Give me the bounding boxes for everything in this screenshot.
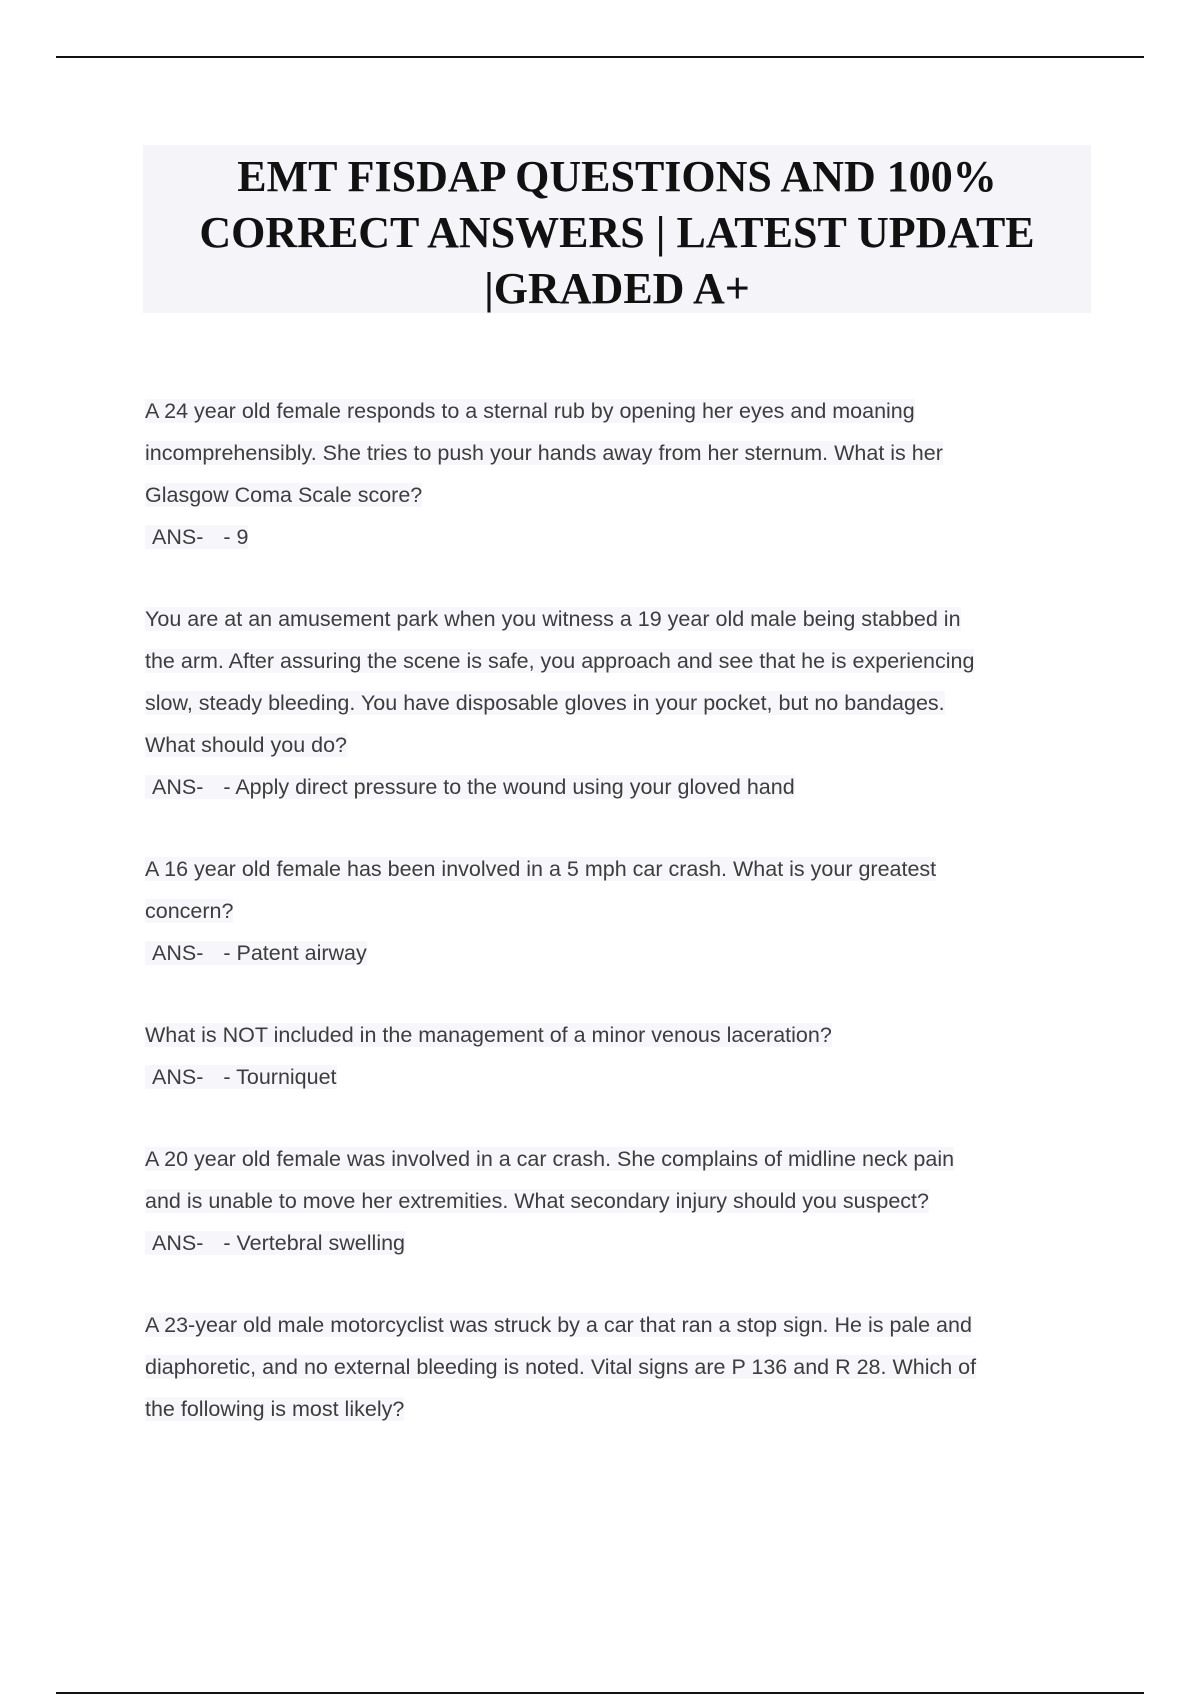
answer-text: - Patent airway: [223, 941, 367, 965]
question-line: the arm. After assuring the scene is safe, you approach and see that he is experiencing: [145, 649, 975, 673]
question: [145, 848, 1085, 932]
question-line: incomprehensibly. She tries to push your hands away from her sternum. What is her: [145, 441, 943, 465]
answer-prefix: ANS-: [145, 525, 223, 549]
question-line: A 20 year old female was involved in a car crash. She complains of midline neck pain: [145, 1147, 955, 1171]
question-line: What is NOT included in the management of a minor venous laceration?: [145, 1023, 832, 1047]
question: [145, 1138, 1085, 1222]
answer: [145, 1222, 1085, 1264]
answer-text: - Tourniquet: [223, 1065, 337, 1089]
question-line: Glasgow Coma Scale score?: [145, 483, 423, 507]
answer-text: - Vertebral swelling: [223, 1231, 406, 1255]
title-line: CORRECT ANSWERS | LATEST UPDATE: [199, 208, 1035, 257]
title-line: |GRADED A+: [484, 264, 750, 313]
answer-prefix: ANS-: [145, 775, 223, 799]
question-line: A 16 year old female has been involved in a 5 mph car crash. What is your greatest: [145, 857, 937, 881]
question-line: A 23-year old male motorcyclist was struck by a car that ran a stop sign. He is pale and: [145, 1313, 972, 1337]
question-line: slow, steady bleeding. You have disposable gloves in your pocket, but no bandages.: [145, 691, 945, 715]
answer-prefix: ANS-: [145, 941, 223, 965]
document-title: [143, 145, 1091, 313]
question-line: and is unable to move her extremities. What secondary injury should you suspect?: [145, 1189, 929, 1213]
question: [145, 1014, 1085, 1056]
answer: [145, 766, 1085, 808]
question: [145, 1304, 1085, 1430]
qa-list: [145, 390, 1085, 1470]
answer-text: - 9: [223, 525, 249, 549]
question-line: What should you do?: [145, 733, 347, 757]
qa-item: [145, 1138, 1085, 1264]
question-line: You are at an amusement park when you witness a 19 year old male being stabbed in: [145, 607, 961, 631]
question: [145, 598, 1085, 766]
qa-item: [145, 848, 1085, 974]
answer: [145, 932, 1085, 974]
answer: [145, 516, 1085, 558]
qa-item: [145, 1304, 1085, 1430]
answer-text: - Apply direct pressure to the wound using your gloved hand: [223, 775, 795, 799]
top-rule: [56, 56, 1144, 58]
answer-prefix: ANS-: [145, 1231, 223, 1255]
question-line: concern?: [145, 899, 234, 923]
answer-prefix: ANS-: [145, 1065, 223, 1089]
qa-item: [145, 598, 1085, 808]
title-line: EMT FISDAP QUESTIONS AND 100%: [237, 152, 997, 201]
bottom-rule: [56, 1692, 1144, 1694]
qa-item: [145, 390, 1085, 558]
question-line: A 24 year old female responds to a sternal rub by opening her eyes and moaning: [145, 399, 915, 423]
question-line: diaphoretic, and no external bleeding is noted. Vital signs are P 136 and R 28. Which of: [145, 1355, 977, 1379]
answer: [145, 1056, 1085, 1098]
question: [145, 390, 1085, 516]
question-line: the following is most likely?: [145, 1397, 405, 1421]
qa-item: [145, 1014, 1085, 1098]
